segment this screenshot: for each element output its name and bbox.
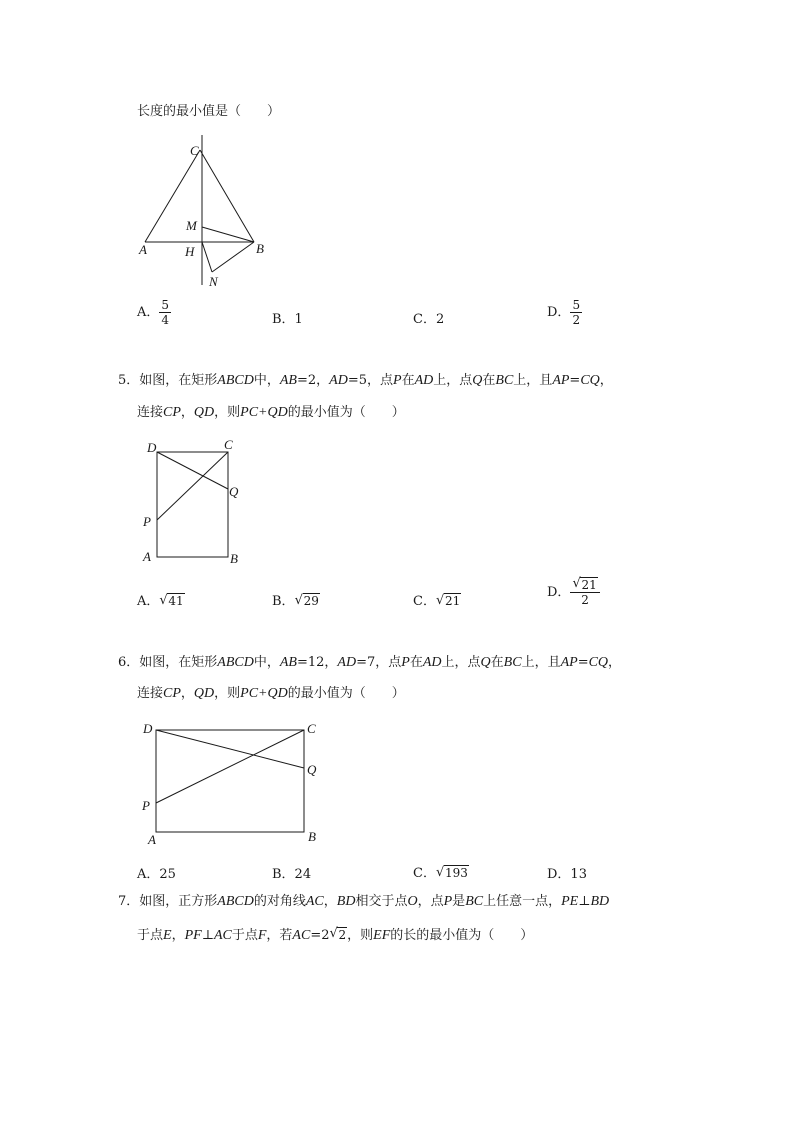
q4-option-d[interactable] bbox=[547, 298, 582, 327]
math: CP bbox=[163, 686, 181, 701]
segment-BN bbox=[212, 242, 254, 272]
segment-PC bbox=[156, 730, 304, 803]
q5-option-a[interactable] bbox=[137, 590, 185, 609]
text: 在 bbox=[401, 373, 415, 388]
text: ， bbox=[171, 928, 185, 943]
math: ABCD bbox=[217, 373, 254, 388]
radical-icon: √ bbox=[572, 576, 581, 591]
math: AB bbox=[279, 655, 297, 670]
math: PF bbox=[184, 928, 202, 943]
math: AP bbox=[552, 373, 570, 388]
q4-option-b[interactable]: B．1 bbox=[272, 312, 303, 327]
q7-stem-line2 bbox=[137, 927, 533, 944]
math: BC bbox=[465, 894, 484, 909]
q6-option-b[interactable]: B．24 bbox=[272, 867, 312, 882]
sqrt bbox=[159, 594, 184, 608]
q5-label-B: B bbox=[230, 551, 238, 566]
math: AC bbox=[292, 928, 311, 943]
math: P bbox=[393, 373, 402, 388]
text: ，则 bbox=[214, 686, 241, 701]
text: ， bbox=[599, 373, 613, 388]
radical-icon: √ bbox=[435, 593, 445, 608]
q4-label-N: N bbox=[209, 274, 218, 289]
math: AD bbox=[337, 655, 357, 670]
text: 中， bbox=[253, 655, 280, 670]
segment-PC bbox=[157, 452, 228, 520]
numerator: 5 bbox=[161, 298, 170, 312]
text: 于点 bbox=[137, 928, 164, 943]
option-letter: A． bbox=[137, 594, 160, 609]
segment-BC bbox=[200, 150, 254, 242]
text: =12， bbox=[296, 655, 338, 670]
text: ⊥ bbox=[201, 928, 214, 943]
math: E bbox=[163, 928, 172, 943]
option-letter: D． bbox=[547, 585, 571, 600]
text: =5，点 bbox=[347, 373, 393, 388]
rectangle-ABCD bbox=[156, 730, 304, 832]
fraction bbox=[159, 298, 171, 327]
text: 在 bbox=[409, 655, 423, 670]
text: 上，点 bbox=[441, 655, 481, 670]
sqrt bbox=[436, 866, 469, 880]
math: ABCD bbox=[217, 655, 254, 670]
fraction bbox=[570, 298, 582, 327]
math: BD bbox=[590, 894, 610, 909]
math: Q bbox=[472, 373, 483, 388]
math: BC bbox=[495, 373, 514, 388]
text: 在 bbox=[482, 373, 496, 388]
text: 于点 bbox=[231, 928, 258, 943]
text: 上，且 bbox=[521, 655, 561, 670]
q6-label-C: C bbox=[307, 721, 316, 736]
radicand: 2 bbox=[338, 928, 347, 942]
q4-label-B: B bbox=[256, 241, 264, 256]
math: F bbox=[257, 928, 267, 943]
radical-icon: √ bbox=[159, 593, 168, 608]
q4-label-C: C bbox=[190, 143, 199, 158]
text: ，则 bbox=[214, 405, 241, 420]
text: 如图，在矩形 bbox=[139, 373, 218, 388]
math: PC+QD bbox=[240, 405, 288, 420]
radicand: 29 bbox=[303, 594, 319, 608]
q4-label-H: H bbox=[185, 244, 195, 259]
denominator: 2 bbox=[581, 593, 589, 607]
math: AB bbox=[279, 373, 297, 388]
text: 的长的最小值为（ ） bbox=[390, 928, 534, 943]
q6-figure bbox=[150, 725, 320, 840]
radical-icon: √ bbox=[435, 865, 445, 880]
q6-label-D: D bbox=[143, 721, 153, 736]
q4-stem-tail: 长度的最小值是（ ） bbox=[137, 104, 281, 119]
text: ，点 bbox=[417, 894, 444, 909]
math: P bbox=[401, 655, 410, 670]
q5-figure bbox=[150, 445, 240, 565]
q4-label-A: A bbox=[139, 242, 147, 257]
q4-option-a[interactable] bbox=[137, 298, 171, 327]
text: = bbox=[569, 373, 581, 388]
q6-option-c[interactable] bbox=[413, 862, 469, 881]
segment-DQ bbox=[157, 452, 228, 489]
text: ⊥ bbox=[578, 894, 591, 909]
q4-option-c[interactable]: C．2 bbox=[413, 312, 445, 327]
text: =7，点 bbox=[356, 655, 402, 670]
option-letter: B． bbox=[272, 594, 295, 609]
text: ， bbox=[180, 686, 194, 701]
q5-label-Q: Q bbox=[229, 484, 239, 499]
q6-option-a[interactable]: A．25 bbox=[137, 867, 176, 882]
text: 在 bbox=[490, 655, 504, 670]
q6-label-P: P bbox=[142, 798, 150, 813]
radicand: 21 bbox=[581, 578, 597, 592]
numerator: 5 bbox=[572, 298, 581, 312]
radicand: 193 bbox=[444, 866, 468, 880]
radicand: 41 bbox=[168, 594, 184, 608]
q5-label-C: C bbox=[224, 437, 233, 452]
segment-DQ bbox=[156, 730, 304, 768]
math: QD bbox=[193, 686, 215, 701]
q7-stem-line1 bbox=[118, 894, 609, 910]
radical-icon: √ bbox=[329, 926, 338, 941]
math: ABCD bbox=[217, 894, 254, 909]
sqrt bbox=[329, 927, 347, 943]
text: 中， bbox=[253, 373, 280, 388]
math: PE bbox=[561, 894, 579, 909]
text: ，若 bbox=[266, 928, 293, 943]
q6-stem-line1 bbox=[118, 655, 621, 671]
q5-label-A: A bbox=[143, 549, 151, 564]
text: 连接 bbox=[137, 686, 164, 701]
text: 是 bbox=[452, 894, 466, 909]
math: CQ bbox=[588, 655, 609, 670]
q6-label-A: A bbox=[148, 832, 156, 847]
q5-option-b[interactable] bbox=[272, 590, 320, 609]
math: P bbox=[443, 894, 453, 909]
q6-label-B: B bbox=[308, 829, 316, 844]
denominator: 2 bbox=[572, 313, 581, 327]
option-letter: C． bbox=[413, 594, 436, 609]
text: =2， bbox=[296, 373, 330, 388]
text: = bbox=[577, 655, 589, 670]
math: Q bbox=[480, 655, 491, 670]
option-letter: C． bbox=[413, 866, 436, 881]
q5-option-d[interactable] bbox=[547, 578, 600, 607]
radical-icon: √ bbox=[294, 593, 303, 608]
q6-option-d[interactable]: D．13 bbox=[547, 867, 587, 882]
math: AD bbox=[329, 373, 348, 388]
text: ，则 bbox=[347, 928, 374, 943]
numerator bbox=[570, 578, 599, 593]
math: BC bbox=[503, 655, 522, 670]
q5-label-P: P bbox=[143, 514, 151, 529]
math: CQ bbox=[580, 373, 600, 388]
fraction bbox=[570, 578, 599, 607]
text: 相交于点 bbox=[355, 894, 408, 909]
q5-stem-line2 bbox=[137, 405, 405, 421]
math: AP bbox=[560, 655, 578, 670]
text: 连接 bbox=[137, 405, 164, 420]
text: ， bbox=[180, 405, 194, 420]
text: 的对角线 bbox=[253, 894, 306, 909]
q4-label-M: M bbox=[186, 218, 197, 233]
text: ， bbox=[323, 894, 337, 909]
text: 如图，正方形 bbox=[139, 894, 218, 909]
rectangle-ABCD bbox=[157, 452, 228, 557]
segment-NH bbox=[202, 242, 212, 272]
math: PC+QD bbox=[240, 686, 288, 701]
math: CP bbox=[163, 405, 181, 420]
q6-label-Q: Q bbox=[307, 762, 317, 777]
text: 的最小值为（ ） bbox=[287, 405, 405, 420]
option-letter: A． bbox=[137, 305, 160, 320]
text: 的最小值为（ ） bbox=[287, 686, 405, 701]
text: 上，且 bbox=[513, 373, 553, 388]
math: BD bbox=[336, 894, 356, 909]
text: 上任意一点， bbox=[483, 894, 562, 909]
q5-option-c[interactable] bbox=[413, 590, 461, 609]
math: AD bbox=[414, 373, 434, 388]
option-letter: D． bbox=[547, 305, 571, 320]
denominator: 4 bbox=[161, 313, 170, 327]
math: AD bbox=[422, 655, 442, 670]
math: O bbox=[407, 894, 418, 909]
sqrt bbox=[572, 578, 597, 592]
sqrt bbox=[436, 594, 461, 608]
math: AC bbox=[305, 894, 324, 909]
question-number: 7． bbox=[118, 894, 140, 909]
sqrt bbox=[295, 594, 320, 608]
question-number: 6． bbox=[118, 655, 140, 670]
text: ， bbox=[608, 655, 622, 670]
q5-label-D: D bbox=[147, 440, 157, 455]
q6-stem-line2 bbox=[137, 686, 405, 702]
q5-stem-line1 bbox=[118, 373, 613, 389]
text: 如图，在矩形 bbox=[139, 655, 218, 670]
q4-figure bbox=[130, 130, 280, 290]
question-number: 5． bbox=[118, 373, 140, 388]
math: QD bbox=[193, 405, 215, 420]
text: =2 bbox=[310, 928, 330, 943]
radicand: 21 bbox=[444, 594, 461, 608]
math: AC bbox=[213, 928, 232, 943]
text: 上，点 bbox=[433, 373, 473, 388]
math: EF bbox=[373, 928, 391, 943]
